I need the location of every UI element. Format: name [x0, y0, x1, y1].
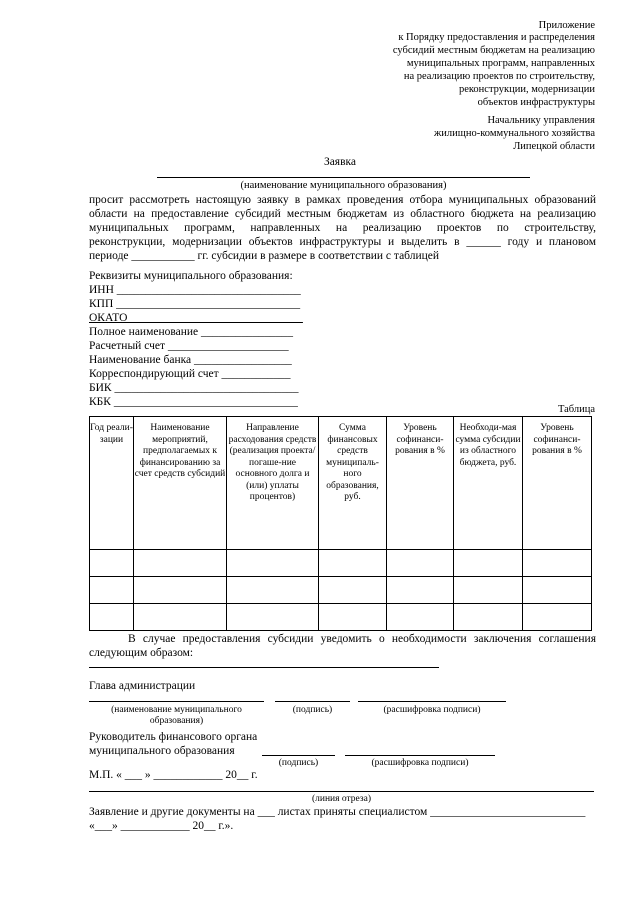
appendix-line: на реализацию проектов по строительству, [403, 71, 595, 82]
appendix-line: реконструкции, модернизации [458, 84, 595, 95]
header-cell-year: Год реали-зации [90, 417, 134, 550]
head-sign-line [275, 701, 350, 702]
table-cell[interactable] [90, 604, 134, 631]
appendix-line: муниципальных программ, направленных [406, 58, 595, 69]
table-row [90, 577, 592, 604]
agreement-line: В случае предоставления субсидии уведомить о необходимости заключения соглашения [128, 633, 596, 645]
requisites-title: Реквизиты муниципального образования: [89, 270, 293, 282]
request-line: реконструкции, модернизации объектов инфраструктуры и выделить в ______ году и плановом [89, 236, 596, 248]
seal-date: М.П. « ___ » ____________ 20__ г. [89, 769, 258, 781]
requisite-kpp: КПП ________________________________ [89, 298, 301, 310]
table-cell[interactable] [90, 550, 134, 577]
requisite-corr-account: Корреспондирующий счет ____________ [89, 368, 291, 380]
footer-line: Заявление и другие документы на ___ листах приняты специалистом ___________________________ [89, 806, 586, 818]
appendix-line: к Порядку предоставления и распределения [398, 32, 595, 43]
finance-caption-sign: (подпись) [278, 758, 319, 768]
request-line: муниципальных программ, направленных на реализацию проектов по строительству, [89, 222, 596, 234]
cut-line-caption: (линия отреза) [311, 794, 371, 804]
header-cell-subsidy-sum: Необходи-мая сумма субсидии из областного бюджета, руб. [454, 417, 523, 550]
table-cell[interactable] [454, 604, 523, 631]
table-cell[interactable] [454, 577, 523, 604]
table-cell[interactable] [319, 550, 387, 577]
table-cell[interactable] [523, 550, 592, 577]
header-cell-direction: Направление расходования средств (реализация проекта/погаше-ние основного долга и (или) уплаты процентов) [227, 417, 319, 550]
request-line: периоде ___________ гг. субсидии в размере в соответствии с таблицей [89, 250, 440, 262]
table-cell[interactable] [227, 604, 319, 631]
finance-label: Руководитель финансового органа [89, 731, 258, 743]
head-decode-line [358, 701, 506, 702]
finance-sign-line [262, 755, 335, 756]
table-cell[interactable] [387, 604, 454, 631]
header-cell-activities: Наименование мероприятий, предполагаемых к финансированию за счет средств субсидий [134, 417, 227, 550]
head-caption-decode: (расшифровка подписи) [383, 705, 481, 715]
subsidy-table [89, 416, 592, 631]
addressee-line: жилищно-коммунального хозяйства [434, 128, 595, 139]
request-line: области на предоставление субсидий местным бюджетам из областного бюджета на реализацию [89, 208, 596, 220]
addressee-line: Липецкой области [513, 141, 595, 152]
finance-caption-decode: (расшифровка подписи) [371, 758, 469, 768]
appendix-title: Приложение [538, 20, 595, 31]
table-cell[interactable] [319, 577, 387, 604]
footer-date: «___» ____________ 20__ г.». [89, 820, 234, 832]
table-cell[interactable] [523, 604, 592, 631]
doc-title: Заявка [323, 156, 357, 168]
appendix-line: субсидий местным бюджетам на реализацию [392, 45, 595, 56]
agreement-fill-line [89, 667, 439, 668]
finance-decode-line [345, 755, 495, 756]
head-caption-sign: (подпись) [292, 705, 333, 715]
addressee-line: Начальнику управления [487, 115, 595, 126]
table-cell[interactable] [387, 577, 454, 604]
table-row [90, 550, 592, 577]
requisite-bik: БИК ________________________________ [89, 382, 299, 394]
requisite-bank: Наименование банка _________________ [89, 354, 292, 366]
table-caption: Таблица [557, 404, 595, 415]
requisite-okato: ОКАТО ______________________________ [89, 312, 303, 324]
table-cell[interactable] [227, 550, 319, 577]
head-caption-name: (наименование муниципального [111, 705, 242, 715]
requisite-account: Расчетный счет _____________________ [89, 340, 289, 352]
head-municipality-line [89, 701, 264, 702]
cut-line [89, 791, 594, 792]
table-row [90, 604, 592, 631]
municipality-line [157, 177, 530, 178]
table-cell[interactable] [387, 550, 454, 577]
table-cell[interactable] [134, 604, 227, 631]
table-cell[interactable] [134, 550, 227, 577]
request-line: просит рассмотреть настоящую заявку в рамках проведения отбора муниципальных образований [89, 194, 596, 206]
table-cell[interactable] [319, 604, 387, 631]
municipality-caption: (наименование муниципального образования) [240, 180, 447, 191]
requisite-full-name: Полное наименование ________________ [89, 326, 294, 338]
table-cell[interactable] [454, 550, 523, 577]
requisite-kbk: КБК ________________________________ [89, 396, 298, 408]
table-cell[interactable] [134, 577, 227, 604]
head-label: Глава администрации [89, 680, 196, 692]
table-cell[interactable] [523, 577, 592, 604]
header-cell-municipal-sum: Сумма финансовых средств муниципаль-ного образования, руб. [319, 417, 387, 550]
appendix-line: объектов инфраструктуры [477, 97, 595, 108]
agreement-line: следующим образом: [89, 647, 194, 659]
head-caption-name: образования) [149, 716, 204, 726]
requisite-inn: ИНН ________________________________ [89, 284, 301, 296]
table-cell[interactable] [90, 577, 134, 604]
header-cell-cofinancing-level-2: Уровень софинанси-рования в % [523, 417, 592, 550]
header-cell-cofinancing-level: Уровень софинанси-рования в % [387, 417, 454, 550]
table-cell[interactable] [227, 577, 319, 604]
table-header-row [90, 417, 592, 550]
finance-label: муниципального образования [89, 745, 235, 757]
